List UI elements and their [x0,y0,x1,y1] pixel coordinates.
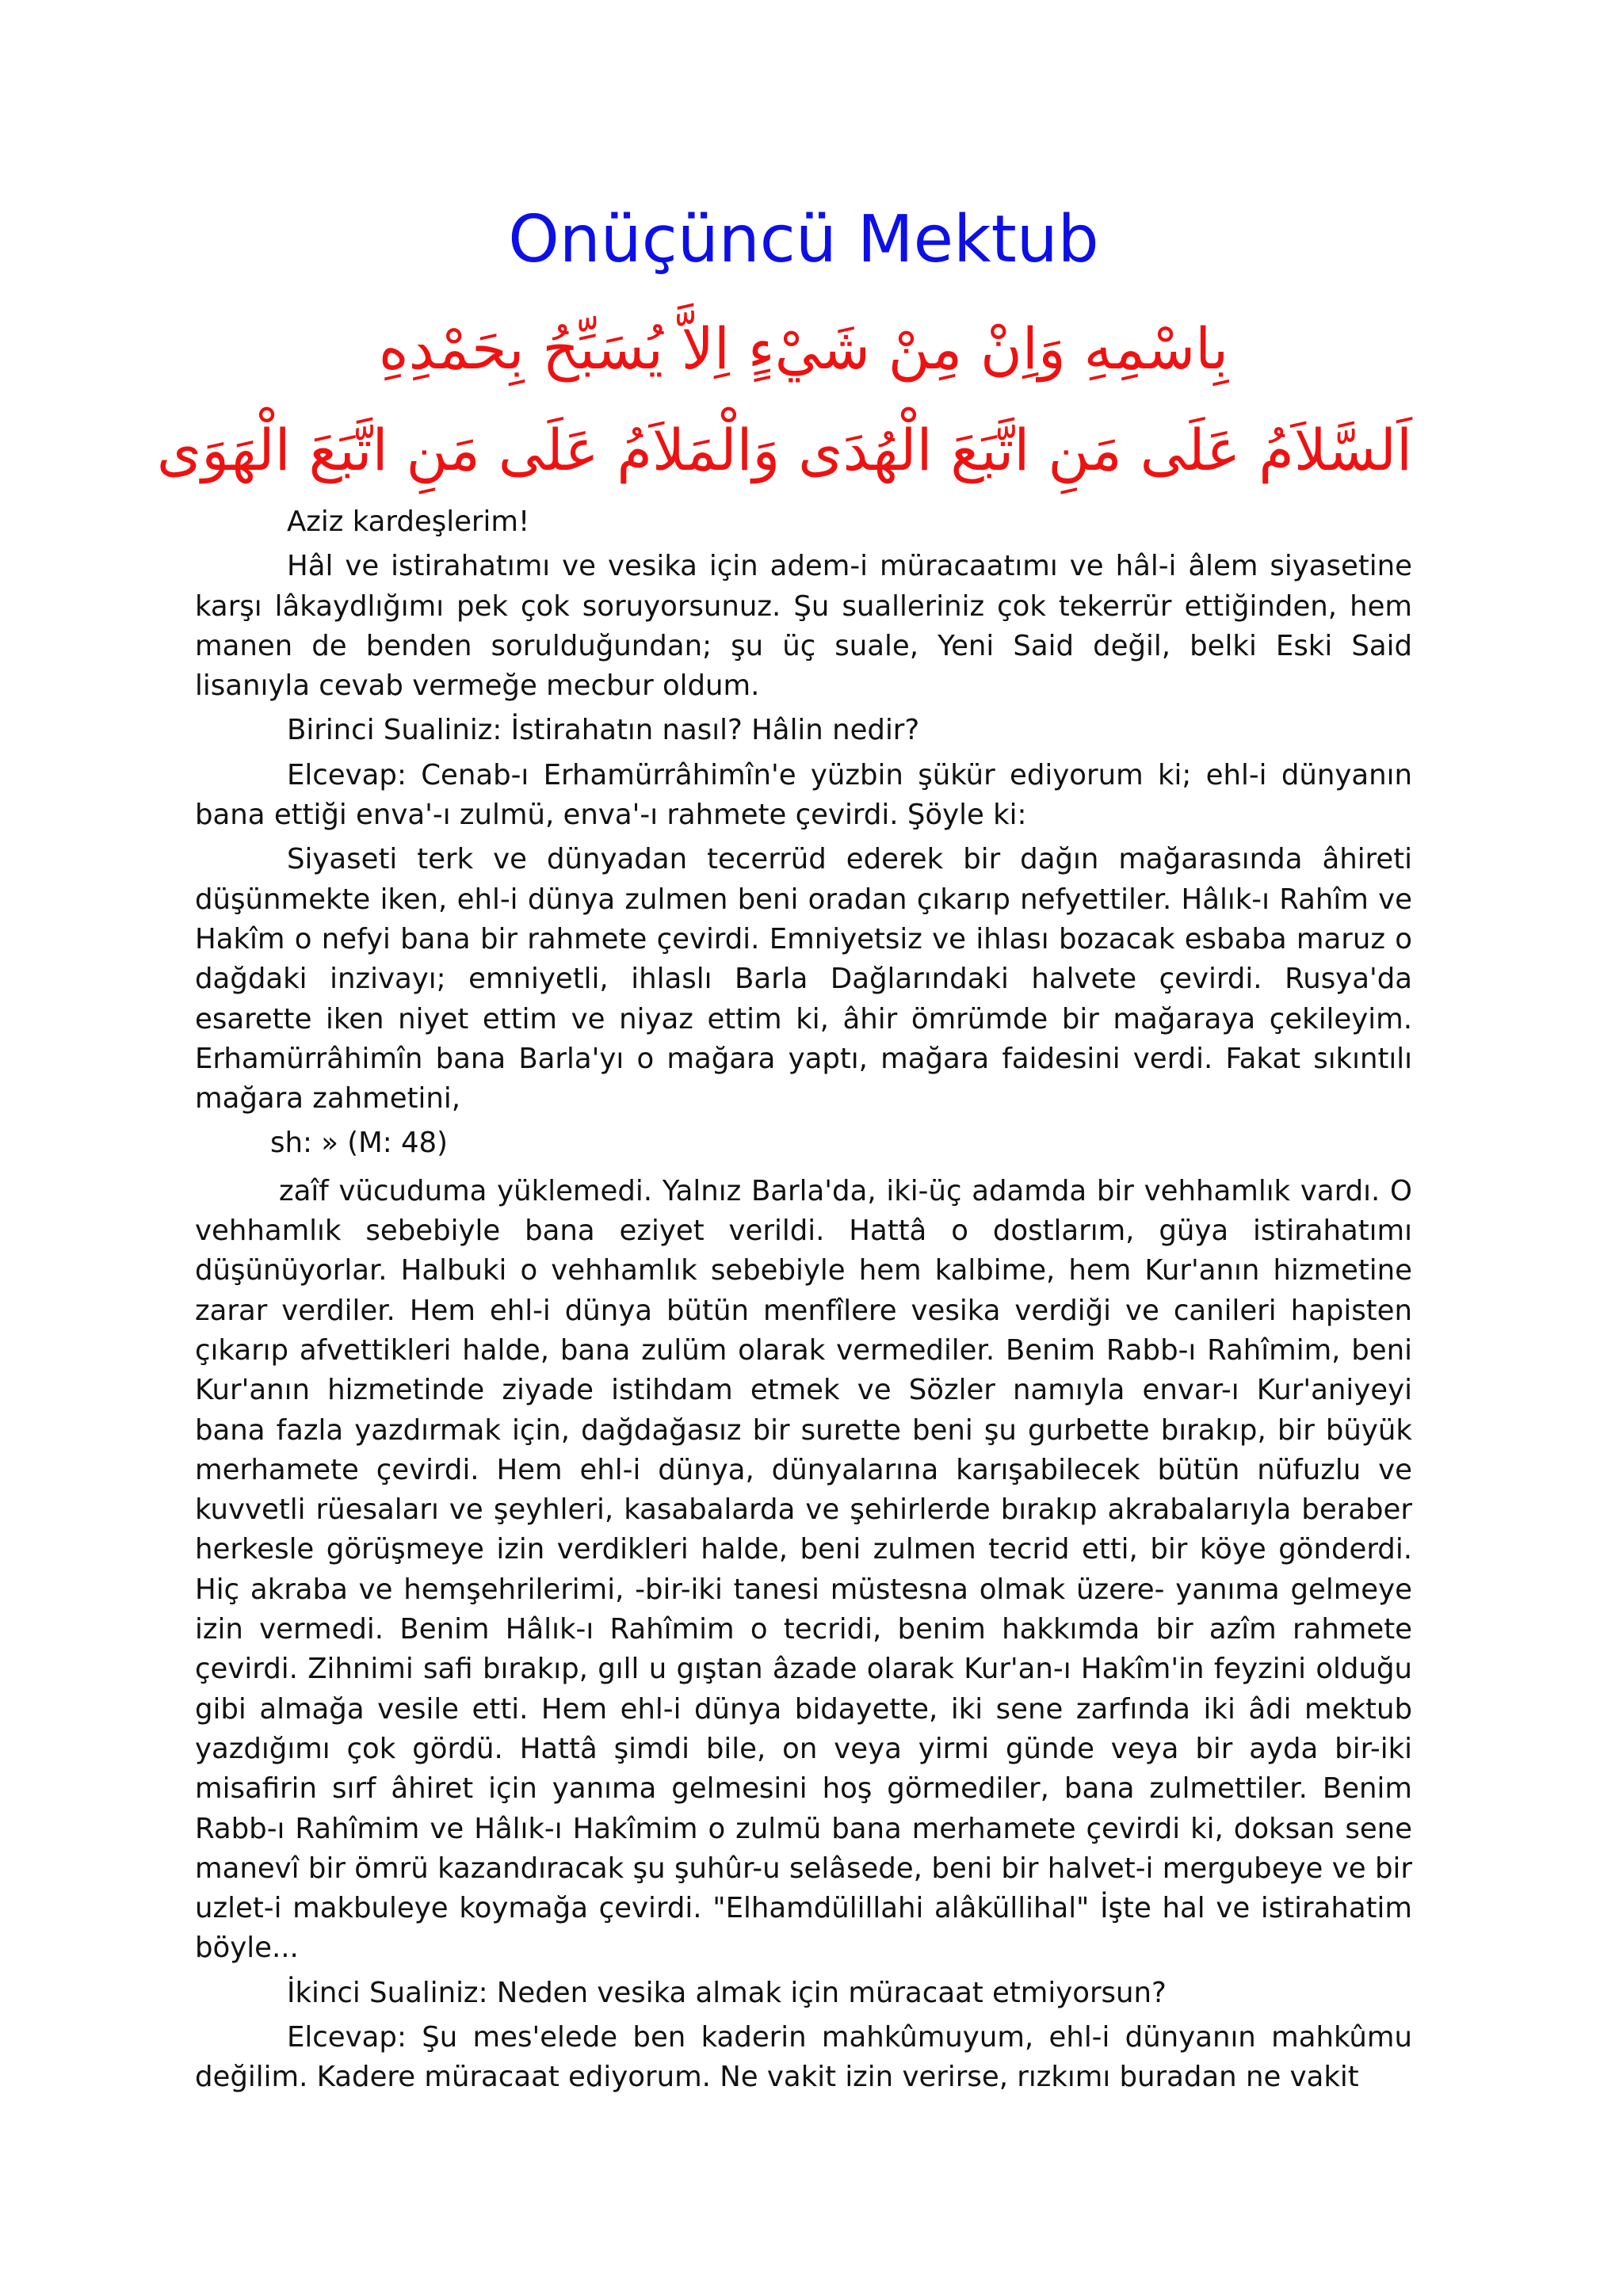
second-question: İkinci Sualiniz: Neden vesika almak için müracaat etmiyorsun? [287,1976,1167,2009]
letter-body [195,502,1412,2103]
first-answer-paragraph: Siyaseti terk ve dünyadan tecerrüd ederek bir dağın mağarasında âhireti düşünmekte iken, ehl-i dünya zulmen beni oradan çıkarıp nefyettiler. Hâlık-ı Rahîm ve Hakîm o nefyi bana bir rahmete çevirdi. Emniyetsiz ve ihlası bozacak esbaba maruz o dağdaki inzivayı; emniyetli, ihlaslı Barla Dağlarındaki halvete çevirdi. Rusya'da esarette iken niyet ettim ve niyaz ettim ki, âhir ömrümde bir mağaraya çekileyim. Erhamürrâhimîn bana Barla'yı o mağara yaptı, mağara faidesini verdi. Fakat sıkıntılı mağara zahmetini, [195,843,1412,1116]
intro-paragraph: Hâl ve istirahatımı ve vesika için adem-i müracaatımı ve hâl-i âlem siyasetine karşı lâkaydlığımı pek çok soruyorsunuz. Şu sualleriniz çok tekerrür ettiğinden, hem manen de benden sorulduğundan; şu üç suale, Yeni Said değil, belki Eski Said lisanıyla cevab vermeğe mecbur oldum. [195,550,1412,703]
first-question: Birinci Sualiniz: İstirahatın nasıl? Hâlin nedir? [287,714,920,747]
greeting-paragraph: Aziz kardeşlerim! [287,505,530,538]
arabic-basmala-line: بِاسْمِهِ وَاِنْ مِنْ شَيْءٍ اِلاَّ يُسَبِّحُ بِحَمْدِهِ [378,315,1229,382]
continuation-paragraph: zaîf vücuduma yüklemedi. Yalnız Barla'da, iki-üç adamda bir vehhamlık vardı. O vehhamlık sebebiyle bana eziyet verildi. Hattâ o dostlarım, güya istirahatımı düşünüyorlar. Halbuki o vehhamlık sebebiyle hem kalbime, hem Kur'anın hizmetine zarar verdiler. Hem ehl-i dünya bütün menfîlere vesika verdiği ve canileri hapisten çıkarıp afvettikleri halde, bana zulüm olarak vermediler. Benim Rabb-ı Rahîmim, beni Kur'anın hizmetinde ziyade istihdam etmek ve Sözler namıyla envar-ı Kur'aniyeyi bana fazla yazdırmak için, dağdağasız bir surette beni şu gurbette bırakıp, bir büyük merhamete çevirdi. Hem ehl-i dünya, dünyalarına karışabilecek bütün nüfuzlu ve kuvvetli rüesaları ve şeyhleri, kasabalarda ve şehirlerde bırakıp akrabalarıyla beraber herkesle görüşmeye izin verdikleri halde, beni zulmen tecrid etti, bir köye gönderdi. Hiç akraba ve hemşehrilerimi, -bir-iki tanesi müstesna olmak üzere- yanıma gelmeye izin vermedi. Benim Hâlık-ı Rahîmim o tecridi, benim hakkımda bir azîm rahmete çevirdi. Zihnimi safi bırakıp, gıll u gıştan âzade olarak Kur'an-ı Hakîm'in feyzini olduğu gibi almağa vesile etti. Hem ehl-i dünya bidayette, iki sene zarfında iki âdi mektub yazdığımı çok gördü. Hattâ şimdi bile, on veya yirmi günde veya bir ayda bir-iki misafirin sırf âhiret için yanıma gelmesini hoş görmediler, bana zulmettiler. Benim Rabb-ı Rahîmim ve Hâlık-ı Hakîmim o zulmü bana merhamete çevirdi ki, doksan sene manevî bir ömrü kazandıracak şu şuhûr-u selâsede, beni bir halvet-i mergubeye ve bir uzlet-i makbuleye koymağa çevirdi. "Elhamdülillahi alâküllihal" İşte hal ve istirahatim böyle... [195,1174,1412,1965]
page-title: Onüçüncü Mektub [508,202,1099,277]
first-answer-intro: Elcevap: Cenab-ı Erhamürrâhimîn'e yüzbin şükür ediyorum ki; ehl-i dünyanın bana ettiği enva'-ı zulmü, enva'-ı rahmete çevirdi. Şöyle ki: [195,758,1412,832]
arabic-salutation-line: اَلسَّلاَمُ عَلَى مَنِ اتَّبَعَ الْهُدَى وَالْمَلاَمُ عَلَى مَنِ اتَّبَعَ الْهَوَى [156,417,1412,483]
document-page [156,0,1412,2296]
page-marker: sh: » (M: 48) [270,1127,448,1160]
second-answer-paragraph: Elcevap: Şu mes'elede ben kaderin mahkûmuyum, ehl-i dünyanın mahkûmu değilim. Kadere müracaat ediyorum. Ne vakit izin verirse, rızkımı buradan ne vakit [195,2020,1412,2094]
